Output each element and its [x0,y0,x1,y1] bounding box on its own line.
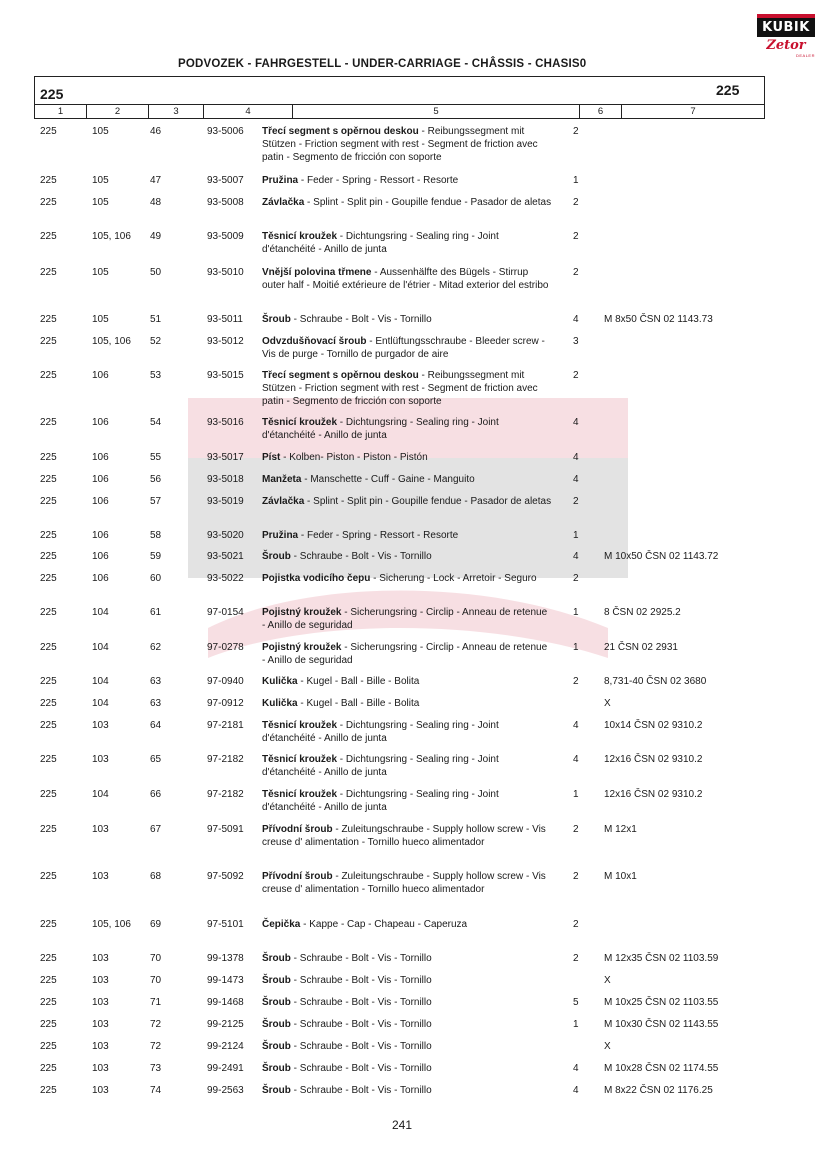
group-cell: 225 [40,607,57,618]
col-header-6: 6 [580,105,622,118]
part-number-cell: 93-5020 [207,530,244,541]
quantity-cell: 4 [573,1085,579,1096]
czech-name: Šroub [262,1085,291,1096]
translations: - Schraube - Bolt - Vis - Tornillo [290,1019,432,1030]
translations: - Dichtungsring - Sealing ring - Joint d'étanchéité - Anillo de junta [262,754,499,778]
czech-name: Šroub [262,953,291,964]
description-cell [262,1084,552,1097]
czech-name: Těsnicí kroužek [262,720,338,731]
position-cell: 73 [150,1063,162,1074]
czech-name: Pojistný kroužek [262,607,342,618]
figure-cell: 103 [92,824,109,835]
czech-name: Pojistný kroužek [262,642,342,653]
norm-cell: M 10x1 [604,871,637,882]
translations: - Reibungssegment mit Stützen - Friction segment with rest - Segment de friction avec patin - Segmento de fricción con soporte [262,126,538,163]
col-header-1: 1 [35,105,87,118]
group-number-right: 225 [716,82,740,98]
translations: - Zuleitungschraube - Supply hollow screw - Vis creuse d' alimentation - Tornillo hueco alimentador [262,824,546,848]
part-number-cell: 93-5021 [207,551,244,562]
description-cell [262,313,552,326]
group-cell: 225 [40,370,57,381]
czech-name: Závlačka [262,496,305,507]
czech-name: Přívodní šroub [262,871,333,882]
position-cell: 67 [150,824,162,835]
group-cell: 225 [40,789,57,800]
group-cell: 225 [40,496,57,507]
czech-name: Šroub [262,1041,291,1052]
norm-cell: M 10x30 ČSN 02 1143.55 [604,1019,719,1030]
figure-cell: 103 [92,1085,109,1096]
translations: - Aussenhälfte des Bügels - Stirrup outer half - Moitié extérieure de l'étrier - Mitad exterior del estribo [262,267,549,291]
quantity-cell: 4 [573,1063,579,1074]
group-cell: 225 [40,1085,57,1096]
figure-cell: 106 [92,530,109,541]
norm-cell: M 8x22 ČSN 02 1176.25 [604,1085,713,1096]
position-cell: 63 [150,698,162,709]
figure-cell: 104 [92,607,109,618]
position-cell: 70 [150,975,162,986]
part-number-cell: 93-5015 [207,370,244,381]
group-cell: 225 [40,474,57,485]
group-cell: 225 [40,919,57,930]
norm-cell: X [604,698,611,709]
group-cell: 225 [40,573,57,584]
figure-cell: 106 [92,551,109,562]
part-number-cell: 93-5010 [207,267,244,278]
czech-name: Čepička [262,919,301,930]
figure-cell: 104 [92,676,109,687]
position-cell: 74 [150,1085,162,1096]
translations: - Dichtungsring - Sealing ring - Joint d'étanchéité - Anillo de junta [262,720,499,744]
quantity-cell: 2 [573,919,579,930]
quantity-cell: 4 [573,452,579,463]
czech-name: Vnější polovina třmene [262,267,372,278]
translations: - Schraube - Bolt - Vis - Tornillo [290,1041,432,1052]
group-cell: 225 [40,676,57,687]
translations: - Reibungssegment mit Stützen - Friction segment with rest - Segment de friction avec patin - Segmento de fricción con soporte [262,370,538,407]
czech-name: Šroub [262,551,291,562]
norm-cell: M 10x28 ČSN 02 1174.55 [604,1063,719,1074]
czech-name: Těsnicí kroužek [262,417,338,428]
col-header-2: 2 [87,105,149,118]
position-cell: 71 [150,997,162,1008]
part-number-cell: 99-1473 [207,975,244,986]
quantity-cell: 4 [573,417,579,428]
part-number-cell: 93-5016 [207,417,244,428]
position-cell: 60 [150,573,162,584]
figure-cell: 105, 106 [92,231,131,242]
position-cell: 57 [150,496,162,507]
quantity-cell: 1 [573,1019,579,1030]
czech-name: Manžeta [262,474,302,485]
description-cell [262,572,552,585]
figure-cell: 105, 106 [92,336,131,347]
group-cell: 225 [40,1041,57,1052]
czech-name: Těsnicí kroužek [262,231,338,242]
translations: - Schraube - Bolt - Vis - Tornillo [290,953,432,964]
part-number-cell: 97-2182 [207,789,244,800]
position-cell: 49 [150,231,162,242]
description-cell [262,952,552,965]
part-number-cell: 97-0154 [207,607,244,618]
translations: - Schraube - Bolt - Vis - Tornillo [290,551,432,562]
description-cell [262,974,552,987]
figure-cell: 106 [92,573,109,584]
part-number-cell: 99-1468 [207,997,244,1008]
description-cell [262,719,552,745]
translations: - Schraube - Bolt - Vis - Tornillo [290,975,432,986]
translations: - Feder - Spring - Ressort - Resorte [298,175,459,186]
czech-name: Šroub [262,975,291,986]
position-cell: 63 [150,676,162,687]
position-cell: 56 [150,474,162,485]
logo-zetor: Zetor [766,38,806,53]
czech-name: Kulička [262,676,298,687]
description-cell [262,675,552,688]
part-number-cell: 93-5008 [207,197,244,208]
part-number-cell: 93-5012 [207,336,244,347]
group-cell: 225 [40,231,57,242]
translations: - Zuleitungschraube - Supply hollow screw - Vis creuse d' alimentation - Tornillo hueco alimentador [262,871,546,895]
part-number-cell: 97-0278 [207,642,244,653]
position-cell: 46 [150,126,162,137]
figure-cell: 106 [92,417,109,428]
description-cell [262,753,552,779]
part-number-cell: 97-0940 [207,676,244,687]
description-cell [262,918,552,931]
quantity-cell: 4 [573,720,579,731]
description-cell [262,369,552,408]
description-cell [262,495,552,508]
group-cell: 225 [40,754,57,765]
norm-cell: 21 ČSN 02 2931 [604,642,678,653]
part-number-cell: 97-5091 [207,824,244,835]
description-cell [262,996,552,1009]
position-cell: 64 [150,720,162,731]
figure-cell: 103 [92,1041,109,1052]
part-number-cell: 93-5022 [207,573,244,584]
czech-name: Kulička [262,698,298,709]
position-cell: 50 [150,267,162,278]
translations: - Kolben- Piston - Piston - Pistón [280,452,428,463]
position-cell: 68 [150,871,162,882]
norm-cell: X [604,975,611,986]
description-cell [262,416,552,442]
translations: - Kappe - Cap - Chapeau - Caperuza [300,919,468,930]
quantity-cell: 2 [573,573,579,584]
description-cell [262,1040,552,1053]
figure-cell: 103 [92,1063,109,1074]
description-cell [262,550,552,563]
translations: - Entlüftungsschraube - Bleeder screw - Vis de purge - Tornillo de purgador de aire [262,336,545,360]
czech-name: Odvzdušňovací šroub [262,336,367,347]
position-cell: 69 [150,919,162,930]
part-number-cell: 93-5018 [207,474,244,485]
quantity-cell: 2 [573,496,579,507]
norm-cell: X [604,1041,611,1052]
part-number-cell: 93-5007 [207,175,244,186]
quantity-cell: 5 [573,997,579,1008]
figure-cell: 103 [92,754,109,765]
quantity-cell: 4 [573,754,579,765]
part-number-cell: 93-5011 [207,314,243,325]
description-cell [262,196,552,209]
quantity-cell: 1 [573,530,579,541]
norm-cell: M 12x35 ČSN 02 1103.59 [604,953,719,964]
translations: - Schraube - Bolt - Vis - Tornillo [290,1085,432,1096]
norm-cell: 12x16 ČSN 02 9310.2 [604,789,703,800]
translations: - Splint - Split pin - Goupille fendue - Pasador de aletas [304,496,552,507]
group-cell: 225 [40,1019,57,1030]
group-cell: 225 [40,871,57,882]
figure-cell: 105 [92,314,109,325]
czech-name: Pružina [262,175,299,186]
figure-cell: 103 [92,720,109,731]
quantity-cell: 4 [573,474,579,485]
col-header-5: 5 [293,105,580,118]
description-cell [262,697,552,710]
position-cell: 55 [150,452,162,463]
czech-name: Pojistka vodicího čepu [262,573,371,584]
position-cell: 58 [150,530,162,541]
quantity-cell: 2 [573,824,579,835]
page-title: PODVOZEK - FAHRGESTELL - UNDER-CARRIAGE - CHÂSSIS - CHASIS0 [178,58,587,70]
figure-cell: 103 [92,997,109,1008]
position-cell: 72 [150,1041,162,1052]
group-cell: 225 [40,126,57,137]
quantity-cell: 1 [573,607,579,618]
quantity-cell: 4 [573,551,579,562]
figure-cell: 105 [92,197,109,208]
description-cell [262,174,552,187]
position-cell: 47 [150,175,162,186]
czech-name: Třecí segment s opěrnou deskou [262,126,419,137]
position-cell: 52 [150,336,162,347]
norm-cell: M 12x1 [604,824,637,835]
translations: - Schraube - Bolt - Vis - Tornillo [290,1063,432,1074]
group-cell: 225 [40,953,57,964]
figure-cell: 104 [92,698,109,709]
description-cell [262,823,552,849]
figure-cell: 105 [92,175,109,186]
description-cell [262,473,552,486]
page-number: 241 [392,1118,413,1132]
part-number-cell: 93-5006 [207,126,244,137]
part-number-cell: 99-2491 [207,1063,244,1074]
part-number-cell: 99-2124 [207,1041,244,1052]
position-cell: 59 [150,551,162,562]
part-number-cell: 97-5101 [207,919,244,930]
description-cell [262,870,552,896]
group-cell: 225 [40,698,57,709]
part-number-cell: 97-2181 [207,720,244,731]
czech-name: Šroub [262,314,291,325]
figure-cell: 104 [92,642,109,653]
group-cell: 225 [40,267,57,278]
group-cell: 225 [40,336,57,347]
translations: - Dichtungsring - Sealing ring - Joint d'étanchéité - Anillo de junta [262,417,499,441]
translations: - Sicherungsring - Circlip - Anneau de retenue - Anillo de seguridad [262,607,548,631]
czech-name: Třecí segment s opěrnou deskou [262,370,419,381]
description-cell [262,451,552,464]
norm-cell: 8,731-40 ČSN 02 3680 [604,676,707,687]
group-cell: 225 [40,530,57,541]
norm-cell: 10x14 ČSN 02 9310.2 [604,720,703,731]
norm-cell: 8 ČSN 02 2925.2 [604,607,681,618]
translations: - Kugel - Ball - Bille - Bolita [297,676,420,687]
norm-cell: 12x16 ČSN 02 9310.2 [604,754,703,765]
quantity-cell: 1 [573,642,579,653]
translations: - Kugel - Ball - Bille - Bolita [297,698,420,709]
part-number-cell: 99-1378 [207,953,244,964]
quantity-cell: 1 [573,789,579,800]
position-cell: 62 [150,642,162,653]
czech-name: Šroub [262,1063,291,1074]
translations: - Dichtungsring - Sealing ring - Joint d'étanchéité - Anillo de junta [262,789,499,813]
logo-dealer: DEALER [795,53,815,58]
czech-name: Píst [262,452,281,463]
group-cell: 225 [40,314,57,325]
quantity-cell: 1 [573,175,579,186]
quantity-cell: 2 [573,370,579,381]
figure-cell: 105 [92,126,109,137]
part-number-cell: 97-5092 [207,871,244,882]
norm-cell: M 10x50 ČSN 02 1143.72 [604,551,719,562]
figure-cell: 106 [92,474,109,485]
position-cell: 53 [150,370,162,381]
group-cell: 225 [40,997,57,1008]
quantity-cell: 2 [573,953,579,964]
part-number-cell: 97-2182 [207,754,244,765]
group-cell: 225 [40,1063,57,1074]
quantity-cell: 2 [573,871,579,882]
norm-cell: M 10x25 ČSN 02 1103.55 [604,997,719,1008]
group-number-left: 225 [40,86,64,102]
group-cell: 225 [40,452,57,463]
position-cell: 48 [150,197,162,208]
figure-cell: 106 [92,496,109,507]
part-number-cell: 93-5017 [207,452,244,463]
figure-cell: 106 [92,452,109,463]
position-cell: 70 [150,953,162,964]
quantity-cell: 2 [573,267,579,278]
translations: - Schraube - Bolt - Vis - Tornillo [290,314,432,325]
position-cell: 51 [150,314,162,325]
description-cell [262,230,552,256]
translations: - Dichtungsring - Sealing ring - Joint d'étanchéité - Anillo de junta [262,231,499,255]
description-cell [262,1062,552,1075]
translations: - Sicherungsring - Circlip - Anneau de retenue - Anillo de seguridad [262,642,548,666]
quantity-cell: 3 [573,336,579,347]
group-cell: 225 [40,551,57,562]
position-cell: 54 [150,417,162,428]
col-header-3: 3 [149,105,204,118]
figure-cell: 103 [92,1019,109,1030]
quantity-cell: 2 [573,231,579,242]
figure-cell: 105, 106 [92,919,131,930]
czech-name: Přívodní šroub [262,824,333,835]
figure-cell: 106 [92,370,109,381]
quantity-cell: 2 [573,126,579,137]
part-number-cell: 99-2125 [207,1019,244,1030]
figure-cell: 103 [92,975,109,986]
group-cell: 225 [40,642,57,653]
part-number-cell: 93-5009 [207,231,244,242]
position-cell: 61 [150,607,162,618]
col-header-7: 7 [690,106,696,117]
czech-name: Závlačka [262,197,305,208]
norm-cell: M 8x50 ČSN 02 1143.73 [604,314,713,325]
col-header-4: 4 [204,105,293,118]
figure-cell: 105 [92,267,109,278]
czech-name: Těsnicí kroužek [262,789,338,800]
description-cell [262,1018,552,1031]
group-cell: 225 [40,417,57,428]
translations: - Feder - Spring - Ressort - Resorte [298,530,459,541]
part-number-cell: 93-5019 [207,496,244,507]
figure-cell: 103 [92,871,109,882]
translations: - Schraube - Bolt - Vis - Tornillo [290,997,432,1008]
figure-cell: 103 [92,953,109,964]
quantity-cell: 4 [573,314,579,325]
group-cell: 225 [40,824,57,835]
group-cell: 225 [40,720,57,731]
group-cell: 225 [40,197,57,208]
group-cell: 225 [40,975,57,986]
part-number-cell: 97-0912 [207,698,244,709]
description-cell [262,606,552,632]
quantity-cell: 2 [573,197,579,208]
czech-name: Pružina [262,530,299,541]
czech-name: Šroub [262,1019,291,1030]
description-cell [262,529,552,542]
part-number-cell: 99-2563 [207,1085,244,1096]
translations: - Splint - Split pin - Goupille fendue - Pasador de aletas [304,197,552,208]
position-cell: 66 [150,789,162,800]
czech-name: Šroub [262,997,291,1008]
description-cell [262,266,552,292]
description-cell [262,641,552,667]
description-cell [262,335,552,361]
logo-kubik: KUBIK [757,14,815,37]
position-cell: 65 [150,754,162,765]
description-cell [262,788,552,814]
quantity-cell: 2 [573,676,579,687]
position-cell: 72 [150,1019,162,1030]
czech-name: Těsnicí kroužek [262,754,338,765]
translations: - Sicherung - Lock - Arretoir - Seguro [370,573,537,584]
figure-cell: 104 [92,789,109,800]
group-cell: 225 [40,175,57,186]
translations: - Manschette - Cuff - Gaine - Manguito [301,474,475,485]
description-cell [262,125,552,164]
